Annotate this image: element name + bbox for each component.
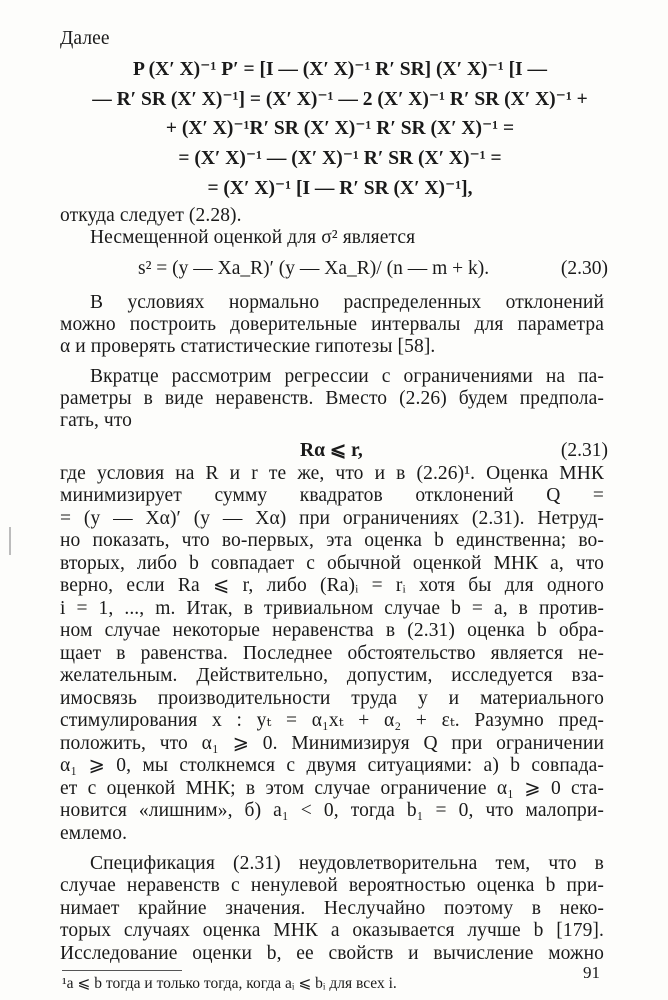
para3-line-7: i = 1, ..., m. Итак, в тривиальном случае b = a, в против- xyxy=(60,597,604,619)
para4-line-1: Спецификация (2.31) неудовлетворительна тем, что в xyxy=(90,852,604,874)
para3-line-8: ном случае некоторые неравенства в (2.31) оценка b обра- xyxy=(60,620,604,641)
equation-2-31-number: (2.31) xyxy=(560,440,608,461)
footnote: ¹a ⩽ b тогда и только тогда, когда aᵢ ⩽ bᵢ для всех i. xyxy=(62,974,397,992)
para3-line-5: вторых, либо b совпадает с обычной оценкой МНК a, что xyxy=(60,552,604,574)
formula-line-2: — R′ SR (X′ X)⁻¹] = (X′ X)⁻¹ — 2 (X′ X)⁻¹ R′ SR (X′ X)⁻¹ + xyxy=(92,89,588,110)
para4-line-4: торых случаях оценка МНК a оказывается лучше b [179]. xyxy=(60,920,604,941)
para3-line-10: желательным. Действительно, допустим, исследуется вза- xyxy=(60,665,604,686)
margin-mark xyxy=(9,527,11,555)
para3-line-13: положить, что α₁ ⩾ 0. Минимизируя Q при ограничении xyxy=(60,732,604,754)
para4-line-5: Исследование оценки b, ее свойств и вычисление можно xyxy=(60,942,604,964)
para2-line-1: Вкратце рассмотрим регрессии с ограничениями на па- xyxy=(90,366,604,387)
para4-line-2: случае неравенств с ненулевой вероятностью оценка b при- xyxy=(60,875,604,896)
equation-2-30-number: (2.30) xyxy=(560,258,608,279)
formula-line-4: = (X′ X)⁻¹ — (X′ X)⁻¹ R′ SR (X′ X)⁻¹ = xyxy=(178,148,502,169)
para3-line-15: ет с оценкой МНК; в этом случае ограничение α₁ ⩾ 0 ста- xyxy=(60,777,604,799)
para3-line-1: где условия на R и r те же, что и в (2.26)¹. Оценка МНК xyxy=(60,462,604,484)
page-number: 91 xyxy=(583,963,600,982)
para2-line-3: гать, что xyxy=(60,410,133,431)
formula-line-3: + (X′ X)⁻¹R′ SR (X′ X)⁻¹ R′ SR (X′ X)⁻¹ = xyxy=(165,118,515,139)
para3-line-9: щает в равенства. Последнее обстоятельство является не- xyxy=(60,642,604,664)
para3-line-3: = (y — Xα)′ (y — Xα) при ограничениях (2.31). Нетруд- xyxy=(60,507,604,529)
equation-2-31: Rα ⩽ r, xyxy=(300,440,363,461)
para3-line-14: α₁ ⩾ 0, мы столкнемся с двумя ситуациями: а) b совпада- xyxy=(60,755,604,776)
para3-line-11: имосвязь производительности труда y и материального xyxy=(60,687,604,709)
footnote-rule xyxy=(62,970,182,971)
para3-line-17: емлемо. xyxy=(60,822,128,844)
unbiased-estimate-line: Несмещенной оценкой для σ² является xyxy=(90,227,416,248)
formula-line-5: = (X′ X)⁻¹ [I — R′ SR (X′ X)⁻¹], xyxy=(207,178,473,199)
after-formula-line: откуда следует (2.28). xyxy=(60,205,242,226)
para3-line-16: новится «лишним», б) a₁ < 0, тогда b₁ = 0, что малопри- xyxy=(60,800,604,821)
para3-line-6: верно, если Ra ⩽ r, либо (Ra)ᵢ = rᵢ хотя бы для одного xyxy=(60,575,604,596)
para1-line-2: можно построить доверительные интервалы для параметра xyxy=(60,314,604,335)
para3-line-2: минимизирует сумму квадратов отклонений Q = xyxy=(60,485,604,506)
para4-line-3: нимает крайние значения. Неслучайно поэтому в неко- xyxy=(60,897,604,919)
intro-word: Далее xyxy=(60,28,110,49)
para3-line-12: стимулирования x : yₜ = α₁xₜ + α₂ + εₜ. Разумно пред- xyxy=(60,710,604,731)
formula-line-1: P (X′ X)⁻¹ P′ = [I — (X′ X)⁻¹ R′ SR] (X′ X)⁻¹ [I — xyxy=(132,59,548,80)
para3-line-4: но показать, что во-первых, эта оценка b единственна; во- xyxy=(60,530,604,551)
para1-line-1: В условиях нормально распределенных отклонений xyxy=(90,292,604,313)
para1-line-3: α и проверять статистические гипотезы [58]. xyxy=(60,336,436,357)
equation-2-30: s² = (y — Xa_R)′ (y — Xa_R)/ (n — m + k). xyxy=(138,258,490,279)
para2-line-2: раметры в виде неравенств. Вместо (2.26) будем предпола- xyxy=(60,388,604,409)
